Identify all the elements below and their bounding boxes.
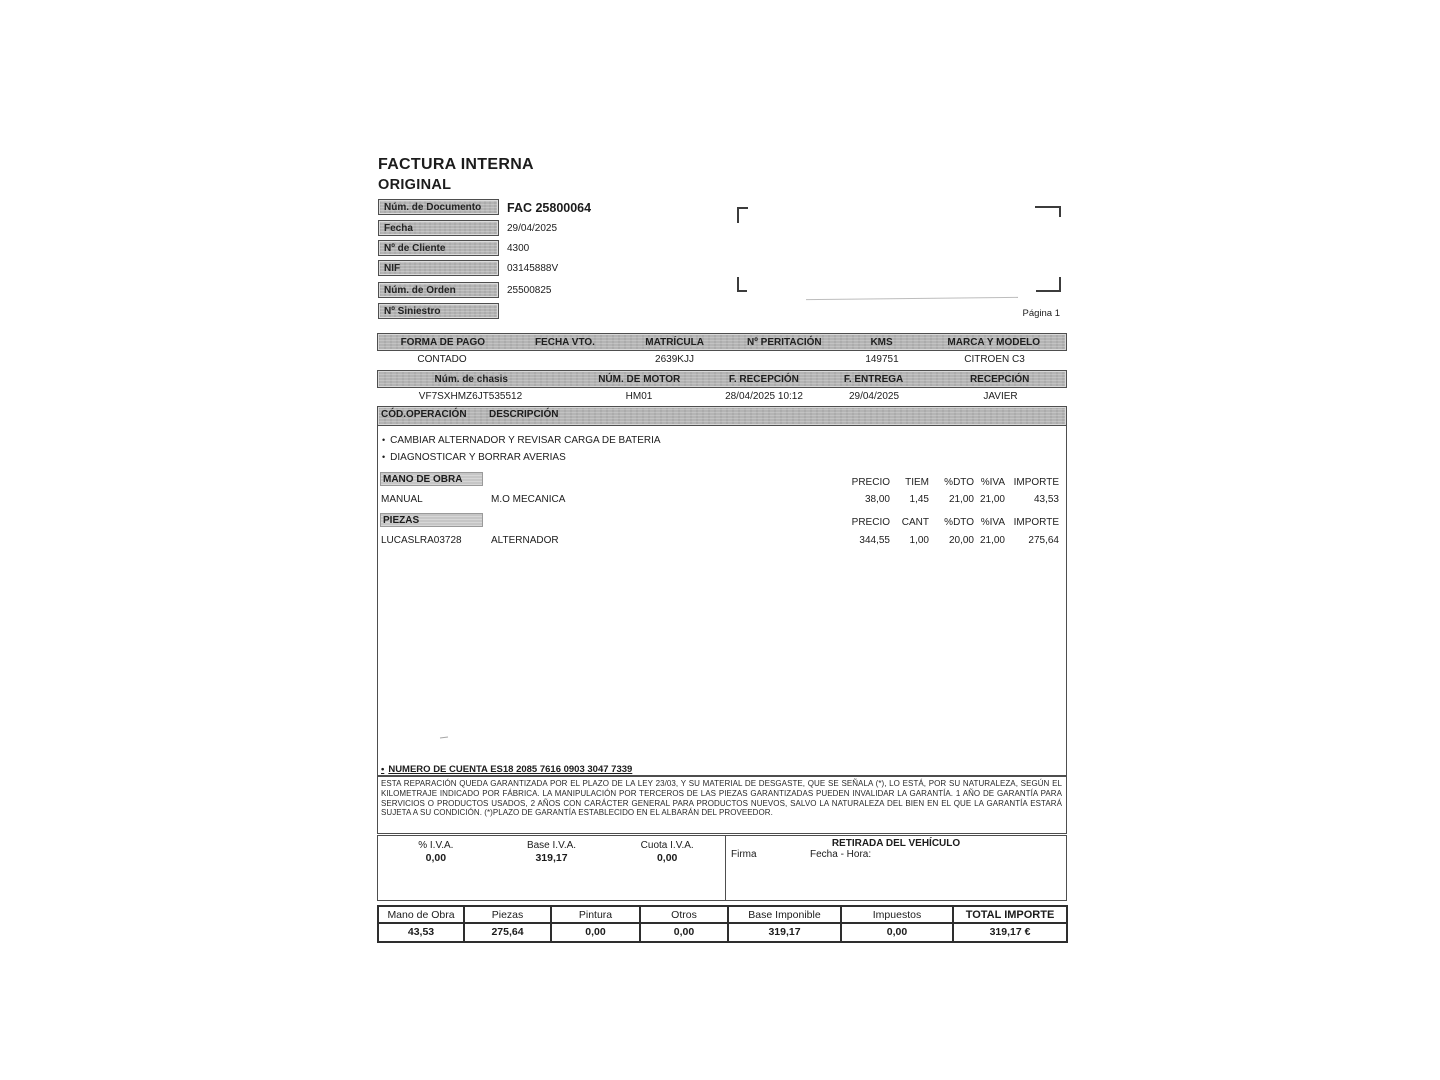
value-peritacion [727, 352, 842, 370]
field-value-fecha: 29/04/2025 [507, 223, 558, 234]
total-header-otros: Otros [641, 907, 729, 924]
totals-table [377, 905, 1068, 943]
page-title: FACTURA INTERNA [378, 156, 534, 173]
labor-row [378, 494, 1066, 506]
total-header-pintura: Pintura [552, 907, 641, 924]
header-f-recepcion: F. RECEPCIÓN [728, 374, 799, 385]
total-header-impuestos: Impuestos [842, 907, 954, 924]
vehicle-header-row-1 [377, 333, 1067, 351]
parts-dto: 20,00 [948, 535, 974, 546]
labor-tiem: 1,45 [909, 494, 929, 505]
header-forma-de-pago: FORMA DE PAGO [400, 337, 486, 348]
bullet-icon: • [381, 764, 385, 775]
bullet-icon: • [382, 452, 386, 462]
labor-dto: 21,00 [948, 494, 974, 505]
operation-line-1 [382, 435, 661, 446]
operations-header-band [378, 407, 1066, 426]
value-f-recepcion: 28/04/2025 10:12 [725, 391, 803, 402]
pickup-fecha-hora-label: Fecha - Hora: [810, 849, 872, 860]
total-value-pintura: 0,00 [552, 924, 641, 941]
iva-base-label: Base I.V.A. [526, 840, 577, 851]
vehicle-pickup-box [725, 836, 1066, 900]
header-marca-modelo: MARCA Y MODELO [947, 337, 1041, 348]
operations-section [377, 406, 1067, 776]
col-importe: IMPORTE [1013, 477, 1059, 488]
scan-artifact-line [806, 297, 1018, 300]
iva-col-cuota [609, 836, 725, 900]
page-number: Página 1 [1022, 308, 1060, 319]
field-label-fecha: Fecha [378, 220, 499, 236]
iva-summary [378, 836, 725, 900]
totals-value-row [379, 924, 1066, 941]
parts-importe: 275,64 [1028, 535, 1059, 546]
operation-text-1: CAMBIAR ALTERNADOR Y REVISAR CARGA DE BATERIA [390, 435, 661, 446]
value-recepcion: JAVIER [983, 391, 1018, 402]
col-precio: PRECIO [851, 477, 890, 488]
total-header-base-imponible: Base Imponible [729, 907, 842, 924]
page-subtitle: ORIGINAL [378, 177, 452, 193]
value-matricula: 2639KJJ [655, 354, 694, 365]
crop-mark-bottom-left-icon [737, 277, 747, 292]
totals-header-row [379, 907, 1066, 924]
col-tiem: TIEM [905, 477, 929, 488]
field-value-num-orden: 25500825 [507, 285, 552, 296]
col-dto: %DTO [944, 477, 974, 488]
operation-text-2: DIAGNOSTICAR Y BORRAR AVERIAS [390, 452, 566, 463]
bullet-icon: • [382, 435, 386, 445]
total-header-piezas: Piezas [465, 907, 552, 924]
header-kms: KMS [870, 337, 893, 348]
crop-mark-top-right-icon [1035, 206, 1061, 217]
labor-code: MANUAL [381, 494, 423, 505]
value-marca-modelo: CITROEN C3 [964, 354, 1025, 365]
scan-artifact-dash [440, 736, 448, 738]
header-matricula: MATRÍCULA [645, 337, 704, 348]
iva-col-pct [378, 836, 494, 900]
header-num-chasis: Núm. de chasis [434, 374, 508, 385]
parts-columns-row [378, 517, 1066, 529]
pickup-title: RETIRADA DEL VEHÍCULO [831, 838, 961, 849]
value-num-chasis: VF7SXHMZ6JT535512 [418, 391, 523, 402]
field-label-num-documento: Núm. de Documento [378, 199, 499, 215]
iva-base-value: 319,17 [535, 852, 568, 864]
header-f-entrega: F. ENTREGA [843, 374, 904, 385]
iva-cuota-value: 0,00 [656, 852, 678, 864]
section-chip-mano-de-obra: MANO DE OBRA [380, 472, 483, 486]
col-iva: %IVA [980, 517, 1005, 528]
total-header-total-importe: TOTAL IMPORTE [954, 907, 1066, 924]
total-value-mano-de-obra: 43,53 [379, 924, 465, 941]
iva-pct-value: 0,00 [425, 852, 447, 864]
vehicle-header-row-2 [377, 370, 1067, 388]
header-peritacion: Nº PERITACIÓN [747, 337, 822, 348]
account-number-line [381, 764, 632, 775]
field-value-num-cliente: 4300 [507, 243, 530, 254]
labor-desc: M.O MECANICA [491, 494, 566, 505]
total-header-mano-de-obra: Mano de Obra [379, 907, 465, 924]
header-descripcion: DESCRIPCIÓN [489, 409, 559, 420]
field-value-num-documento: FAC 25800064 [507, 201, 592, 215]
warranty-text: ESTA REPARACIÓN QUEDA GARANTIZADA POR EL PLAZO DE LA LEY 23/03, Y SU MATERIAL DE DESGASTE, QUE SE SEÑALA (*), LO ESTÁ, POR SU NATURALEZA, SEGÚN EL KILOMETRAJE INDICADO POR FÁBRICA. LA MANIPULACIÓN POR TERCEROS DE LAS PIEZAS GARANTIZADAS PUEDEN INVALIDAR LA GARANTÍA. 1 AÑO DE GARANTÍA PARA SERVICIOS O PRODUCTOS USADOS, 2 AÑOS CON CARÁCTER GENERAL PARA PRODUCTOS NUEVOS, SALVO LA NATURALEZA DEL BIEN EN EL QUE LA GARANTÍA ESTARÁ SUJETA A SU CONDICIÓN. (*)PLAZO DE GARANTÍA ESTABLECIDO EN EL ALBARÁN DEL PROVEEDOR. [381, 779, 1062, 818]
value-num-motor: HM01 [625, 391, 653, 402]
col-dto: %DTO [944, 517, 974, 528]
header-num-motor: NÚM. DE MOTOR [598, 374, 681, 385]
crop-mark-top-left-icon [737, 207, 748, 223]
account-number-text: NUMERO DE CUENTA ES18 2085 7616 0903 3047 7339 [388, 764, 633, 775]
col-iva: %IVA [980, 477, 1005, 488]
col-precio: PRECIO [851, 517, 890, 528]
header-cod-operacion: CÓD.OPERACIÓN [381, 409, 467, 420]
value-fecha-vto [507, 352, 622, 370]
operation-line-2 [382, 452, 566, 463]
parts-code: LUCASLRA03728 [381, 535, 462, 546]
field-label-nif: NIF [378, 260, 499, 276]
total-value-total-importe: 319,17 € [989, 926, 1031, 938]
labor-importe: 43,53 [1033, 494, 1059, 505]
value-kms: 149751 [865, 354, 899, 365]
labor-iva: 21,00 [979, 494, 1005, 505]
col-importe: IMPORTE [1013, 517, 1059, 528]
vehicle-value-row-1 [377, 352, 1067, 370]
total-value-impuestos: 0,00 [842, 924, 954, 941]
iva-cuota-label: Cuota I.V.A. [640, 840, 694, 851]
field-label-num-cliente: Nº de Cliente [378, 240, 499, 256]
iva-pct-label: % I.V.A. [418, 840, 454, 851]
parts-precio: 344,55 [859, 535, 890, 546]
header-fecha-vto: FECHA VTO. [534, 337, 595, 348]
total-value-piezas: 275,64 [465, 924, 552, 941]
warranty-box [377, 776, 1067, 834]
labor-precio: 38,00 [864, 494, 890, 505]
total-value-otros: 0,00 [641, 924, 729, 941]
field-value-nif: 03145888V [507, 263, 559, 274]
parts-iva: 21,00 [979, 535, 1005, 546]
value-f-entrega: 29/04/2025 [848, 391, 900, 402]
total-value-base-imponible: 319,17 [729, 924, 842, 941]
field-label-num-siniestro: Nº Siniestro [378, 303, 499, 319]
iva-box [377, 835, 1067, 901]
pickup-firma-label: Firma [731, 849, 757, 860]
crop-mark-bottom-right-icon [1036, 277, 1061, 292]
iva-col-base [494, 836, 610, 900]
labor-columns-row [378, 477, 1066, 489]
parts-desc: ALTERNADOR [491, 535, 559, 546]
col-cant: CANT [901, 517, 929, 528]
section-chip-piezas: PIEZAS [380, 513, 483, 527]
vehicle-value-row-2 [377, 389, 1067, 407]
field-label-num-orden: Núm. de Orden [378, 282, 499, 298]
parts-cant: 1,00 [909, 535, 929, 546]
header-recepcion: RECEPCIÓN [969, 374, 1030, 385]
value-forma-de-pago: CONTADO [417, 354, 467, 365]
parts-row [378, 535, 1066, 547]
